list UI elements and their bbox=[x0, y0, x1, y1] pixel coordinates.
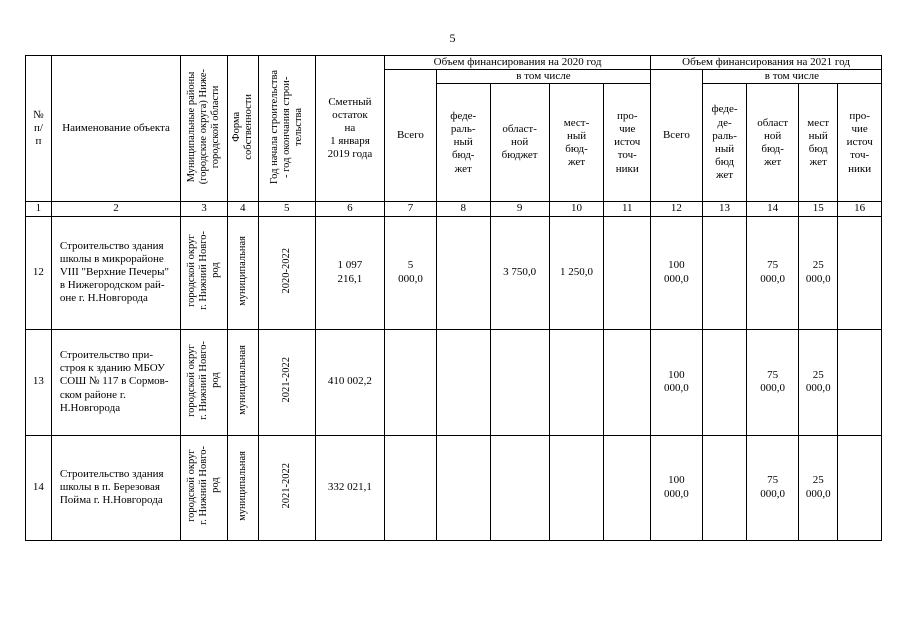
column-number: 16 bbox=[838, 202, 882, 216]
header-reg-2021: област ной бюд- жет bbox=[747, 84, 799, 202]
header-incl-2021: в том числе bbox=[702, 70, 881, 84]
table-row bbox=[26, 216, 882, 329]
header-incl-2020: в том числе bbox=[436, 70, 650, 84]
cell-ownership: муниципальная bbox=[227, 435, 258, 540]
header-fed-2021: феде- де- раль- ный бюд жет bbox=[702, 84, 747, 202]
cell-reg-2021: 75 000,0 bbox=[747, 329, 799, 435]
header-oth-2020: про- чие источ точ- ники bbox=[604, 84, 651, 202]
column-number: 1 bbox=[26, 202, 52, 216]
cell-reg-2021: 75 000,0 bbox=[747, 435, 799, 540]
header-oth-2021: про- чие источ точ- ники bbox=[838, 84, 882, 202]
column-number-row bbox=[26, 202, 882, 216]
column-number: 9 bbox=[490, 202, 549, 216]
cell-fed-2021 bbox=[702, 329, 747, 435]
column-number: 6 bbox=[315, 202, 384, 216]
cell-oth-2021 bbox=[838, 329, 882, 435]
cell-years: 2021-2022 bbox=[258, 329, 315, 435]
cell-ownership: муниципальная bbox=[227, 216, 258, 329]
cell-years: 2021-2022 bbox=[258, 435, 315, 540]
cell-reg-2020 bbox=[490, 329, 549, 435]
cell-oth-2021 bbox=[838, 216, 882, 329]
header-loc-2020: мест- ный бюд- жет bbox=[549, 84, 604, 202]
cell-loc-2021: 25 000,0 bbox=[799, 435, 838, 540]
header-total-2020: Всего bbox=[385, 70, 437, 202]
cell-reg-2020: 3 750,0 bbox=[490, 216, 549, 329]
cell-total-2020: 5 000,0 bbox=[385, 216, 437, 329]
column-number: 7 bbox=[385, 202, 437, 216]
column-number: 15 bbox=[799, 202, 838, 216]
header-total-2021: Всего bbox=[651, 70, 703, 202]
cell-total-2020 bbox=[385, 329, 437, 435]
column-number: 2 bbox=[51, 202, 180, 216]
column-number: 10 bbox=[549, 202, 604, 216]
cell-total-2020 bbox=[385, 435, 437, 540]
cell-fed-2020 bbox=[436, 435, 490, 540]
cell-oth-2020 bbox=[604, 435, 651, 540]
header-estimate: Сметный остаток на 1 января 2019 года bbox=[315, 56, 384, 202]
cell-fed-2021 bbox=[702, 216, 747, 329]
cell-loc-2020 bbox=[549, 435, 604, 540]
cell-loc-2020: 1 250,0 bbox=[549, 216, 604, 329]
cell-ownership: муниципальная bbox=[227, 329, 258, 435]
cell-estimate: 332 021,1 bbox=[315, 435, 384, 540]
cell-total-2021: 100 000,0 bbox=[651, 216, 703, 329]
table-row bbox=[26, 435, 882, 540]
cell-district: городской округ г. Нижний Новго- род bbox=[181, 216, 228, 329]
cell-loc-2021: 25 000,0 bbox=[799, 216, 838, 329]
cell-fed-2021 bbox=[702, 435, 747, 540]
cell-estimate: 410 002,2 bbox=[315, 329, 384, 435]
table-row bbox=[26, 329, 882, 435]
header-fin-2021: Объем финансирования на 2021 год bbox=[651, 56, 882, 70]
column-number: 3 bbox=[181, 202, 228, 216]
column-number: 12 bbox=[651, 202, 703, 216]
cell-name: Строительство здания школы в микрорайоне VIII "Верхние Печеры" в Нижегородском рай- оне г. Н.Новгорода bbox=[51, 216, 180, 329]
header-district: Муниципальные районы (городские округа) Ниже- городской области bbox=[181, 56, 228, 202]
header-fed-2020: феде- раль- ный бюд- жет bbox=[436, 84, 490, 202]
column-number: 4 bbox=[227, 202, 258, 216]
header-reg-2020: област- ной бюджет bbox=[490, 84, 549, 202]
header-fin-2020: Объем финансирования на 2020 год bbox=[385, 56, 651, 70]
header-name: Наименование объекта bbox=[51, 56, 180, 202]
cell-loc-2020 bbox=[549, 329, 604, 435]
column-number: 14 bbox=[747, 202, 799, 216]
header-num: № п/ п bbox=[26, 56, 52, 202]
cell-num: 12 bbox=[26, 216, 52, 329]
page-number: 5 bbox=[449, 31, 456, 45]
cell-num: 14 bbox=[26, 435, 52, 540]
header-years: Год начала строительства - год окончания строи- тельства bbox=[258, 56, 315, 202]
financing-table bbox=[25, 55, 882, 541]
column-number: 13 bbox=[702, 202, 747, 216]
cell-district: городской округ г. Нижний Новго- род bbox=[181, 329, 228, 435]
cell-num: 13 bbox=[26, 329, 52, 435]
cell-name: Строительство при- строя к зданию МБОУ СОШ № 117 в Сормов- ском районе г. Н.Новгорода bbox=[51, 329, 180, 435]
cell-fed-2020 bbox=[436, 216, 490, 329]
header-loc-2021: мест ный бюд жет bbox=[799, 84, 838, 202]
column-number: 8 bbox=[436, 202, 490, 216]
cell-reg-2020 bbox=[490, 435, 549, 540]
cell-years: 2020-2022 bbox=[258, 216, 315, 329]
column-number: 11 bbox=[604, 202, 651, 216]
cell-reg-2021: 75 000,0 bbox=[747, 216, 799, 329]
cell-oth-2021 bbox=[838, 435, 882, 540]
cell-district: городской округ г. Нижний Новго- род bbox=[181, 435, 228, 540]
cell-oth-2020 bbox=[604, 216, 651, 329]
cell-total-2021: 100 000,0 bbox=[651, 329, 703, 435]
header-ownership: Форма собственности bbox=[227, 56, 258, 202]
cell-oth-2020 bbox=[604, 329, 651, 435]
cell-fed-2020 bbox=[436, 329, 490, 435]
cell-estimate: 1 097 216,1 bbox=[315, 216, 384, 329]
cell-total-2021: 100 000,0 bbox=[651, 435, 703, 540]
cell-loc-2021: 25 000,0 bbox=[799, 329, 838, 435]
column-number: 5 bbox=[258, 202, 315, 216]
cell-name: Строительство здания школы в п. Березовая Пойма г. Н.Новгорода bbox=[51, 435, 180, 540]
